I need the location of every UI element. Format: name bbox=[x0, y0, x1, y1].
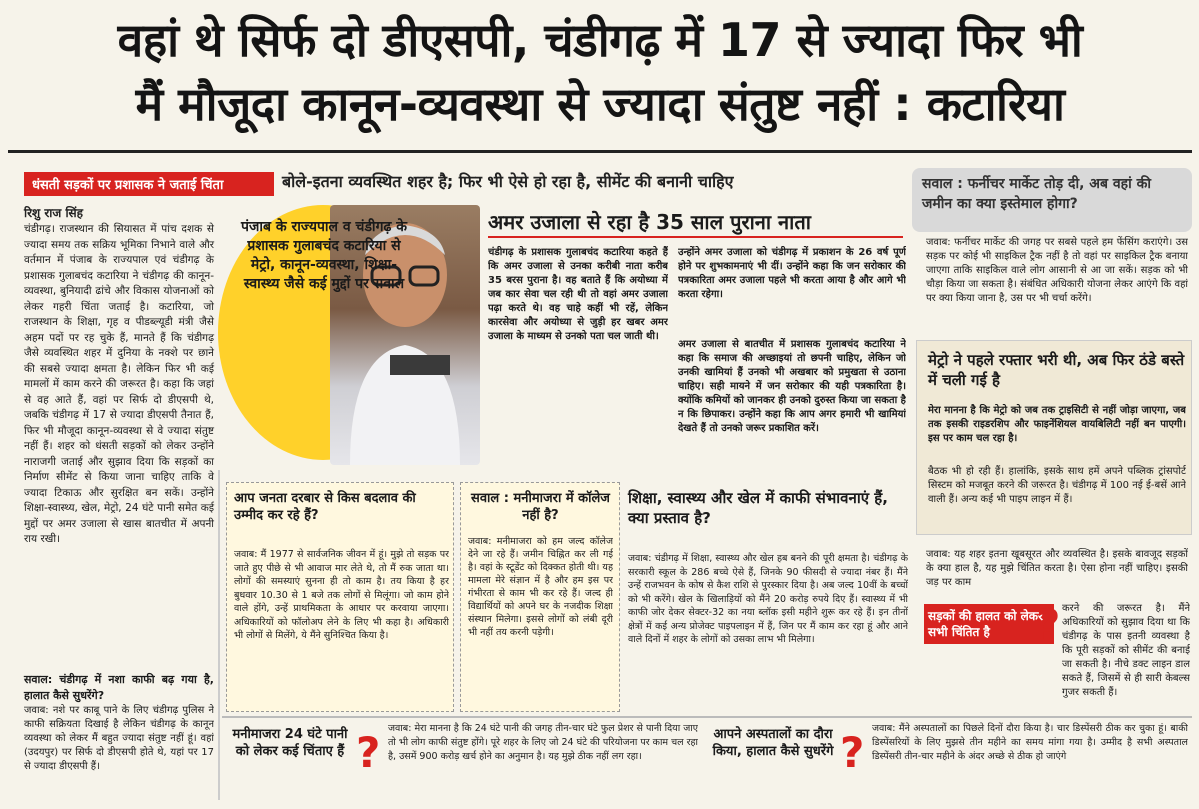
education-title: शिक्षा, स्वास्थ्य और खेल में काफी संभावनाएं हैं, क्या प्रस्ताव है? bbox=[628, 489, 888, 527]
left-answer: जवाब: नशे पर काबू पाने के लिए चंडीगढ़ पुलिस ने काफी सक्रियता दिखाई है लेकिन चंडीगढ़ के कानून व्यवस्था को लेकर मैं बहुत ज्यादा संतुष्ट नहीं हूं। वहां (उदयपुर) पर सिर्फ दो डीएसपी होते थे, यहां पर 17 से ज्यादा डीएसपी हैं। bbox=[24, 705, 214, 772]
column-divider bbox=[218, 470, 220, 800]
roads-title: सड़कों की हालत को लेकर सभी चिंतित है bbox=[924, 604, 1054, 644]
amar-section-title: अमर उजाला से रहा है 35 साल पुराना नाता bbox=[488, 210, 811, 234]
hospital-answer: जवाब: मैंने अस्पतालों का पिछले दिनों दौरा किया है। चार डिस्पेंसरी ठीक कर चुका हूं। बाकी डिस्पेंसरियों के लिए मुझसे तीन महीने का समय मांगा गया है। उम्मीद है सभी अस्पताल डिस्पेंसरी तीन-चार महीने के अंदर अच्छे से ठीक हो जाएंगे bbox=[872, 723, 1188, 762]
water-question-mark: ? bbox=[356, 728, 381, 777]
left-question: सवाल: चंडीगढ़ में नशा काफी बढ़ गया है, हालात कैसे सुधरेंगे? bbox=[24, 673, 214, 702]
red-kicker: धंसती सड़कों पर प्रशासक ने जताई चिंता bbox=[24, 172, 274, 196]
furniture-question: सवाल : फर्नीचर मार्केट तोड़ दी, अब वहां की जमीन का क्या इस्तेमाल होगा? bbox=[912, 168, 1192, 232]
manimajra-title: सवाल : मनीमाजरा में कॉलेज नहीं है? bbox=[471, 491, 610, 523]
metro-text-1: मेरा मानना है कि मेट्रो को जब तक ट्राइसिटी से नहीं जोड़ा जाएगा, जब तक इसकी राइडरशिप और फाइनेंशियल वायबिलिटी नहीं बन पाएगी। इस पर काम चल रहा है। bbox=[928, 405, 1186, 444]
metro-title: मेट्रो ने पहले रफ्तार भरी थी, अब फिर ठंडे बस्ते में चली गई है bbox=[928, 351, 1185, 389]
janta-title: आप जनता दरबार से किस बदलाव की उम्मीद कर रहे हैं? bbox=[234, 491, 416, 523]
roads-answer-1: जवाब: यह शहर इतना खूबसूरत और व्यवस्थित है। इसके बावजूद सड़कों के क्या हाल है, यह मुझे चिंतित करता है। ऐसा होना नहीं चाहिए। इसकी जड़ पर काम bbox=[926, 549, 1188, 588]
hospital-question-mark: ? bbox=[840, 728, 865, 777]
janta-answer: जवाब: मैं 1977 से सार्वजनिक जीवन में हूं। मुझे तो सड़क पर जाते हुए पीछे से भी आवाज मार लेते थे, तो मैं रुक जाता था। लोगों की समस्याएं सुनना ही तो काम है। तय किया है हर बुधवार 10.30 से 1 बजे तक लोगों से मिलूंगा। जो काम होने वाले होंगे, उन्हें प्राथमिकता के आधार पर करवाया जाएगा। अधिकारियों को फॉलोअप लेने के लिए भी कहा है। अधिकारी भी लोगों से मिलेंगे, ये मैंने सुनिश्चित किया है। bbox=[234, 549, 449, 641]
amar-title-rule bbox=[488, 236, 903, 238]
amar-left-text: चंडीगढ़ के प्रशासक गुलाबचंद कटारिया कहते हैं कि अमर उजाला से उनका करीबी नाता करीब 35 बरस पुराना है। वह बताते हैं कि अयोध्या में जब कार सेवा चल रही थी तो वहां अमर उजाला पढ़ा करते थे। वह चाहे कहीं भी रहें, लेकिन कारसेवा और अयोध्या से जुड़ी हर खबर अमर उजाला के माध्यम से उनको पता चल जाती थी। bbox=[488, 247, 668, 342]
amar-right-text-2: अमर उजाला से बातचीत में प्रशासक गुलाबचंद कटारिया ने कहा कि समाज की अच्छाइयां तो छपनी चाहिए, लेकिन जो उनकी खामियां हैं उनको भी अखबार को प्रमुखता से उठाना चाहिए। सही मायने में जन सरोकार की यही पत्रकारिता है। क्योंकि कमियों को जानकर ही उनको दुरुस्त किया जा सकता है न कि छिपाकर। उन्होंने कहा कि आप अगर हमारी भी खामियां देखते हैं तो उनको जरूर प्रकाशित करें। bbox=[678, 339, 906, 434]
amar-right-text-1: उन्होंने अमर उजाला को चंडीगढ़ में प्रकाशन के 26 वर्ष पूर्ण होने पर शुभकामनाएं भी दीं। उन्होंने कहा कि जन सरोकार की पत्रकारिता अमर उजाला पहले भी करता आया है और आगे भी करता रहेगा। bbox=[678, 247, 906, 300]
hospital-title: आपने अस्पतालों का दौरा किया, हालात कैसे सुधरेंगे bbox=[712, 727, 834, 759]
subheadline: बोले-इतना व्यवस्थित शहर है; फिर भी ऐसे हो रहा है, सीमेंट की बनानी चाहिए bbox=[282, 172, 734, 191]
water-title: मनीमाजरा 24 घंटे पानी को लेकर कई चिंताए हैं bbox=[232, 727, 348, 759]
roads-answer-2: करने की जरूरत है। मैंने अधिकारियों को सुझाव दिया था कि चंडीगढ़ के पास इतनी व्यवस्था है कि पूरी सड़कों को सीमेंट की बनाई जा सकती है। नीचे डक्ट लाइन डाल सकते हैं, जिसमें से ही सारी केबल्स गुजर सकती हैं। bbox=[1062, 603, 1190, 698]
metro-text-2: बैठक भी हो रही हैं। हालांकि, इसके साथ हमें अपने पब्लिक ट्रांसपोर्ट सिस्टम को मजबूत करने की जरूरत है। चंडीगढ़ में 100 नई ई-बसें आने वाली हैं। अन्य कई भी पाइप लाइन में हैं। bbox=[928, 466, 1186, 505]
furniture-answer: जवाब: फर्नीचर मार्केट की जगह पर सबसे पहले हम फेंसिंग कराएंगे। उस सड़क पर कोई भी साइकिल ट्रैक नहीं है तो वहां पर साइकिल ट्रैक बनाया जाएगा ताकि साइकिल वाले लोग आसानी से आ जा सकें। सड़क को भी चौड़ा किया जा सकता है। संबंधित अधिकारी योजना लेकर आएंगे कि वहां पर क्या किया जाना है, उस पर भी चर्चा करेंगे। bbox=[926, 237, 1188, 304]
headline bbox=[10, 8, 1190, 136]
water-answer: जवाब: मेरा मानना है कि 24 घंटे पानी की जगह तीन-चार घंटे फुल प्रेशर से पानी दिया जाए तो भी लोग काफी संतुष्ट होंगे। पूरे शहर के लिए जो 24 घंटे की परियोजना पर काम चल रहा है, उसमें 900 करोड़ खर्च होने का अनुमान है। यह मुझे ठीक नहीं लग रहा। bbox=[388, 723, 698, 762]
manimajra-answer: जवाब: मनीमाजरा को हम जल्द कॉलेज देने जा रहे हैं। जमीन चिह्नित कर ली गई है। वहां के स्टूडेंट को दिक्कत होती थी। यह मामला मेरे संज्ञान में है और हम इस पर गंभीरता से काम भी कर रहे हैं। जल्द ही विद्यार्थियों को अपने घर के नजदीक शिक्षा संस्थान मिलेगा। इससे लोगों को लंबी दूरी भी नहीं तय करनी पड़ेगी। bbox=[468, 536, 613, 638]
byline: रिशु राज सिंह bbox=[24, 206, 84, 220]
yellow-circle-text: पंजाब के राज्यपाल व चंडीगढ़ के प्रशासक गुलाबचंद कटारिया से मेट्रो, कानून-व्यवस्था, शिक्षा-स्वास्थ्य जैसे कई मुद्दों पर सवाल bbox=[241, 219, 407, 292]
roads-question-mark: ? bbox=[1036, 600, 1061, 649]
headline-line-2: मैं मौजूदा कानून-व्यवस्था से ज्यादा संतुष्ट नहीं : कटारिया bbox=[135, 77, 1065, 131]
headline-line-1: वहां थे सिर्फ दो डीएसपी, चंडीगढ़ में 17 से ज्यादा फिर भी bbox=[117, 13, 1083, 67]
headline-rule bbox=[8, 150, 1192, 153]
education-answer: जवाब: चंडीगढ़ में शिक्षा, स्वास्थ्य और खेल हब बनने की पूरी क्षमता है। चंडीगढ़ के सरकारी स्कूल के 286 बच्चे ऐसे हैं, जिनके 90 फीसदी से ज्यादा नंबर हैं। मैंने उन्हें राजभवन के कोष से कैश राशि से पुरस्कार दिया है। अब जल्द 10वीं के बच्चों को भी करेंगे। खेल के खिलाड़ियों को मैंने 20 करोड़ रुपये दिए हैं। स्वास्थ्य में भी काफी जोर देकर सेक्टर-32 का नया ब्लॉक इसी महीने शुरू कर रहे हैं। इन तीनों क्षेत्रों में कई अन्य प्रोजेक्ट पाइपलाइन में हैं, जिन पर मैं काम कर रहा हूं और आने वाले दिनों में शहर के लोगों को उसका लाभ भी मिलेगा। bbox=[628, 553, 908, 645]
bottom-rule bbox=[222, 716, 1192, 718]
left-column-text: चंडीगढ़। राजस्थान की सियासत में पांच दशक से ज्यादा समय तक सक्रिय भूमिका निभाने वाले और वर्तमान में पंजाब के राज्यपाल एवं चंडीगढ़ के प्रशासक गुलाबचंद कटारिया ने चंडीगढ़ की कानून-व्यवस्था, बुनियादी ढांचे और विकास योजनाओं को लेकर गहरी चिंता जताई है। कटारिया, जो राजस्थान के शिक्षा, गृह व पीडब्ल्यूडी मंत्री जैसे अहम पदों पर रह चुके हैं, मानते हैं कि चंडीगढ़ जैसे व्यवस्थित शहर में दुनिया के नक्शे पर छाने की सबसे ज्यादा क्षमता है। लेकिन फिर भी कई मामलों में काम करने की जरूरत है। कहा कि जहां से वह आते हैं, वहां पर सिर्फ दो डीएसपी थे, जबकि चंडीगढ़ में 17 से ज्यादा डीएसपी तैनात हैं, फिर भी मौजूदा कानून-व्यवस्था से वे ज्यादा संतुष्ट नहीं हैं। शहर को धंसती सड़कों को लेकर उन्होंने नाराजगी जताई और सुझाव दिया कि सड़कों का निर्माण सीमेंट से किया जाना चाहिए ताकि वे ज्यादा टिकाऊ और सुरक्षित बन सकें। उन्होंने शिक्षा-स्वास्थ्य, खेल, मेट्रो, 24 घंटे पानी समेत कई मुद्दों पर अमर उजाला से खास बातचीत में अपनी राय रखी। bbox=[24, 223, 214, 545]
